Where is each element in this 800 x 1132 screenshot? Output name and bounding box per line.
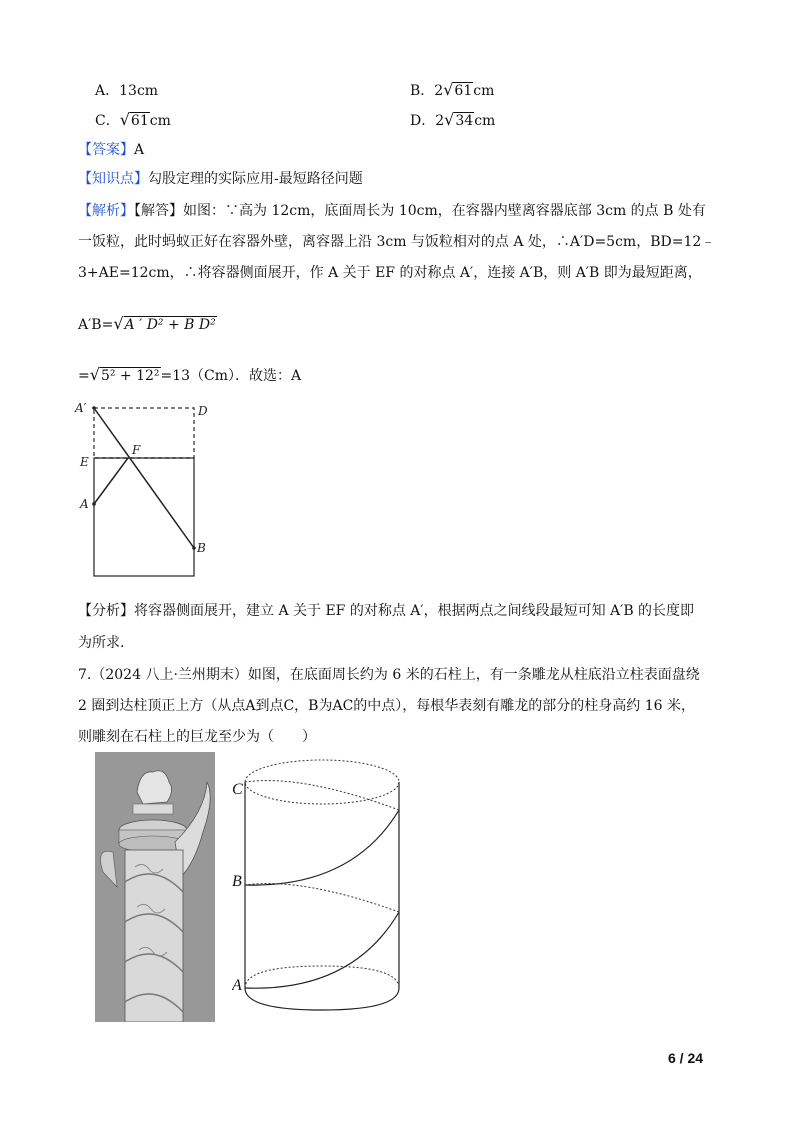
- option-d-unit: cm: [474, 113, 496, 129]
- option-a: [95, 80, 158, 100]
- question-source: （2024 八上·兰州期末）: [91, 667, 248, 683]
- formula-2-prefix: =: [78, 368, 90, 384]
- helix-front-upper: [245, 810, 399, 885]
- question-text-1: 如图，在底面周长约为 6 米的石柱上，有一条雕龙从柱底沿立柱表面盘绕: [247, 667, 700, 683]
- question-text-3: 则雕刻在石柱上的巨龙至少为（ ）: [78, 729, 316, 745]
- knowledge-value: 勾股定理的实际应用-最短路径问题: [148, 171, 363, 187]
- option-c-radicand: 61: [130, 113, 149, 129]
- label-a-prime: A′: [75, 401, 87, 415]
- huabiao-photo: [95, 752, 215, 1022]
- formula-1-lhs: A′B=: [78, 317, 114, 333]
- option-a-label: A．: [95, 83, 120, 99]
- formula-1-radicand: A ′ D² + B D²: [124, 317, 216, 333]
- analysis-line-1: [78, 200, 706, 220]
- point-b: [192, 546, 196, 550]
- option-d: [410, 110, 495, 130]
- knowledge-tag: 【知识点】: [78, 171, 148, 187]
- point-a: [92, 502, 96, 506]
- question-7-line-1: [78, 664, 700, 684]
- container-rect: [94, 458, 194, 576]
- formula-2-radicand: 5² + 12²: [100, 368, 160, 384]
- cylinder-bottom-front: [245, 988, 399, 1010]
- fenxi-tag: 【分析】: [78, 603, 134, 619]
- knowledge-line: [78, 168, 363, 188]
- line-a-prime-b: [94, 408, 194, 548]
- formula-1: [78, 314, 217, 333]
- formula-2: [78, 365, 301, 385]
- label-d: D: [198, 404, 208, 418]
- point-a-prime: [92, 406, 96, 410]
- analysis-tag: 【解析】: [78, 203, 134, 219]
- answer-value: A: [134, 142, 145, 158]
- sqrt-icon: √A ′ D² + B D²: [113, 314, 216, 333]
- label-b-cylinder: B: [232, 873, 242, 890]
- label-f: F: [132, 443, 141, 457]
- option-b-label: B．: [410, 83, 435, 99]
- helix-back-upper: [245, 781, 399, 810]
- option-c-label: C．: [95, 113, 120, 129]
- option-b: [410, 80, 494, 100]
- option-b-coef: 2: [434, 83, 444, 99]
- sqrt-icon: √61: [443, 80, 473, 99]
- fenxi-text-1: 将容器侧面展开，建立 A 关于 EF 的对称点 A′，根据两点之间线段最短可知 A′B 的长度即: [134, 603, 695, 619]
- option-b-unit: cm: [473, 83, 495, 99]
- analysis-text-1: 【解答】如图：∵高为 12cm，底面周长为 10cm，在容器内壁离容器底部 3cm 的点 B 处有: [134, 203, 706, 219]
- label-b: B: [197, 541, 206, 555]
- option-c: [95, 110, 171, 130]
- sqrt-icon: √34: [444, 110, 474, 129]
- label-a: A: [80, 497, 89, 511]
- helix-front-lower: [245, 912, 399, 988]
- option-d-radicand: 34: [455, 113, 474, 129]
- fenxi-text-2: 为所求.: [78, 635, 125, 651]
- answer-tag: 【答案】: [78, 142, 134, 158]
- pillar-drawing: [95, 752, 215, 1022]
- option-c-unit: cm: [149, 113, 171, 129]
- page-number: 6 / 24: [668, 1050, 704, 1066]
- helix-back-lower: [245, 884, 399, 912]
- answer-line: [78, 139, 144, 159]
- formula-2-suffix: =13（Cm）．故选：A: [160, 368, 302, 384]
- option-a-value: 13cm: [119, 83, 159, 99]
- option-b-radicand: 61: [454, 83, 473, 99]
- label-e: E: [80, 455, 89, 469]
- dashed-rect: [94, 408, 194, 458]
- question-number: 7.: [78, 667, 92, 683]
- question-text-2: 2 圈到达柱顶正上方（从点A到点C，B为AC的中点），每根华表刻有雕龙的部分的柱身高约 16 米，: [78, 698, 696, 714]
- label-a-cylinder: A: [232, 977, 242, 994]
- cylinder-top-ellipse: [245, 760, 399, 804]
- sqrt-icon: √5² + 12²: [89, 365, 160, 384]
- analysis-text-3: 3+AE=12cm，∴将容器侧面展开，作 A 关于 EF 的对称点 A′，连接 A′B，则 A′B 即为最短距离，: [78, 265, 702, 281]
- option-d-label: D．: [410, 113, 436, 129]
- cylinder-figure: [232, 752, 412, 1024]
- line-a-f: [94, 458, 128, 504]
- option-d-coef: 2: [435, 113, 445, 129]
- sqrt-icon: √61: [119, 110, 149, 129]
- label-c: C: [232, 781, 243, 798]
- unfolded-figure: [70, 398, 230, 583]
- fenxi-line-1: [78, 600, 694, 620]
- analysis-text-2: 一饭粒，此时蚂蚁正好在容器外壁，离容器上沿 3cm 与饭粒相对的点 A 处，∴A′D=5cm，BD=12﹣: [78, 234, 716, 250]
